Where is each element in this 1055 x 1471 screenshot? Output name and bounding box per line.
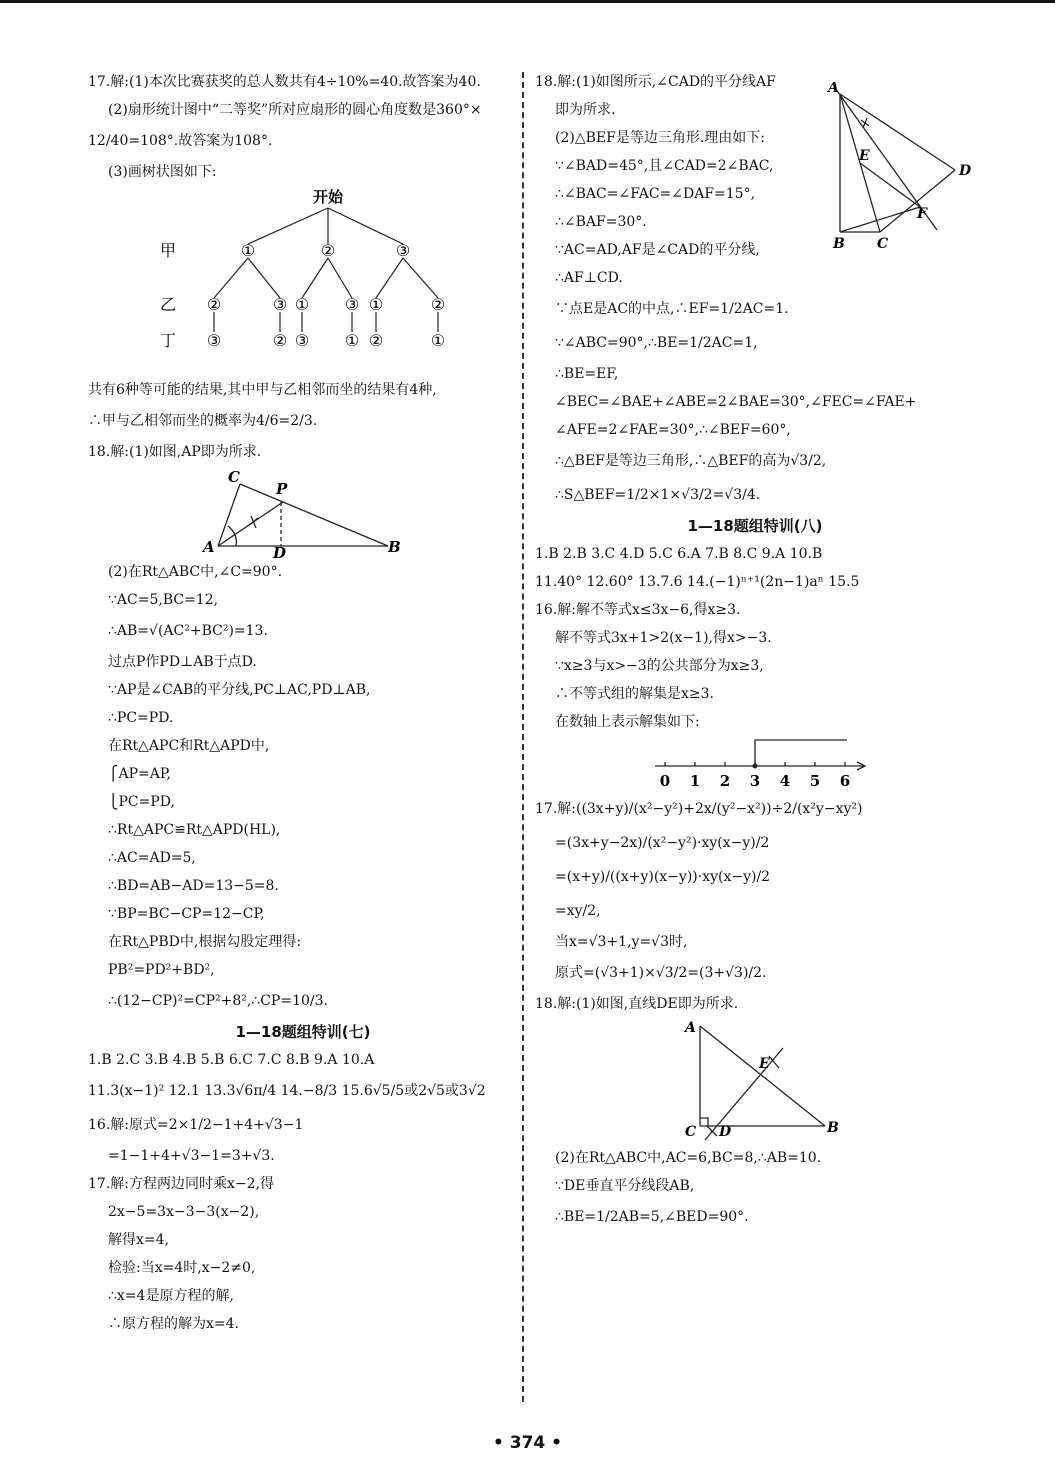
text-line: ∴不等式组的解集是x≥3. <box>555 686 714 702</box>
tree-root: 开始 <box>312 188 344 206</box>
tick-label: 5 <box>809 772 821 790</box>
text-line: 17.解:方程两边同时乘x−2,得 <box>88 1176 274 1192</box>
tree-node: ② <box>430 295 446 314</box>
tree-node: ③ <box>206 331 222 350</box>
tree-node: ② <box>368 331 384 350</box>
text-line: =1−1+4+√3−1=3+√3. <box>108 1148 275 1164</box>
text-line: ∵∠BAD=45°,且∠CAD=2∠BAC, <box>555 158 774 174</box>
text-line: 即为所求. <box>555 102 616 118</box>
text-line: 11.40° 12.60° 13.7.6 14.(−1)ⁿ⁺¹(2n−1)aⁿ 15.5 <box>535 574 860 590</box>
text-line: (2)在Rt△ABC中,∠C=90°. <box>108 564 283 580</box>
text-line: (2)扇形统计图中“二等奖”所对应扇形的圆心角度数是360°× <box>108 102 482 118</box>
text-line: ∵AP是∠CAB的平分线,PC⊥AC,PD⊥AB, <box>108 682 371 698</box>
right-triangle-acb-figure <box>535 1018 985 1144</box>
text-line: 1.B 2.C 3.B 4.B 5.B 6.C 7.C 8.B 9.A 10.A <box>88 1052 375 1068</box>
right-column <box>535 68 985 1234</box>
text-line: ∴x=4是原方程的解, <box>108 1288 234 1304</box>
number-line-figure <box>535 736 985 792</box>
text-line: (3)画树状图如下: <box>108 164 217 180</box>
point-label: A <box>685 1020 696 1036</box>
text-line: 18.解:(1)如图所示,∠CAD的平分线AF <box>535 74 776 90</box>
text-line: ∠AFE=2∠FAE=30°,∴∠BEF=60°, <box>555 422 791 438</box>
point-label: D <box>959 163 972 179</box>
text-line: 16.解:解不等式x≤3x−6,得x≥3. <box>535 602 741 618</box>
text-line: ∴AC=AD=5, <box>108 850 196 866</box>
tick-label: 3 <box>749 772 761 790</box>
tick-label: 0 <box>659 772 671 790</box>
text-line: (2)在Rt△ABC中,AC=6,BC=8,∴AB=10. <box>555 1150 822 1166</box>
text-line: ∴(12−CP)²=CP²+8²,∴CP=10/3. <box>108 993 328 1009</box>
tree-node: ① <box>240 241 256 260</box>
text-line: ∵DE垂直平分线段AB, <box>555 1178 695 1194</box>
text-line: 18.解:(1)如图,直线DE即为所求. <box>535 996 739 1012</box>
text-line: ⎩PC=PD, <box>108 794 175 810</box>
top-rule <box>0 0 1055 3</box>
point-label: A <box>203 538 215 556</box>
text-line: ∴Rt△APC≌Rt△APD(HL), <box>108 822 281 838</box>
text-line: 12/40=108°.故答案为108°. <box>88 133 273 149</box>
text-line: ∴甲与乙相邻而坐的概率为4/6=2/3. <box>88 413 318 429</box>
text-line: 18.解:(1)如图,AP即为所求. <box>88 444 262 460</box>
text-line: 1.B 2.B 3.C 4.D 5.C 6.A 7.B 8.C 9.A 10.B <box>535 546 823 562</box>
page-number: • 374 • <box>492 1433 563 1453</box>
text-line: ∵BP=BC−CP=12−CP, <box>108 906 265 922</box>
point-label: C <box>685 1124 697 1140</box>
section-title: 1—18题组特训(八) <box>687 517 823 535</box>
point-label: C <box>877 236 889 252</box>
tree-node: ③ <box>344 295 360 314</box>
text-line: ∴PC=PD. <box>108 710 174 726</box>
text-line: 17.解:(1)本次比赛获奖的总人数共有4÷10%=40.故答案为40. <box>88 74 481 90</box>
text-line: ∵AC=5,BC=12, <box>108 592 219 608</box>
text-line: ∵AC=AD,AF是∠CAD的平分线, <box>555 242 760 258</box>
tree-node: ② <box>320 241 336 260</box>
text-line: 共有6种等可能的结果,其中甲与乙相邻而坐的结果有4种, <box>88 382 437 398</box>
text-line: 原式=(√3+1)×√3/2=(3+√3)/2. <box>555 965 767 981</box>
text-line: ∵点E是AC的中点,∴EF=1/2AC=1. <box>555 301 789 317</box>
row-label: 乙 <box>159 295 177 314</box>
text-line: 解不等式3x+1>2(x−1),得x>−3. <box>555 630 772 646</box>
text-line: 17.解:((3x+y)/(x²−y²)+2x/(y²−x²))÷2/(x²y−xy²) <box>535 801 863 817</box>
left-column <box>88 68 518 1338</box>
column-divider <box>522 72 524 1402</box>
tick-label: 4 <box>779 772 791 790</box>
row-label: 丁 <box>159 331 177 350</box>
point-label: B <box>833 236 845 252</box>
text-line: ∴原方程的解为x=4. <box>108 1316 239 1332</box>
text-line: ∴BE=1/2AB=5,∠BED=90°. <box>555 1209 749 1225</box>
text-line: ⎧AP=AP, <box>108 766 171 782</box>
text-line: ∴∠BAF=30°. <box>555 214 647 230</box>
tree-node: ② <box>206 295 222 314</box>
text-line: =(3x+y−2x)/(x²−y²)·xy(x−y)/2 <box>555 835 770 851</box>
text-line: 过点P作PD⊥AB于点D. <box>108 654 257 670</box>
text-line: 11.3(x−1)² 12.1 13.3√6π/4 14.−8/3 15.6√5/5或2√5或3√2 <box>88 1083 486 1099</box>
text-line: 解得x=4, <box>108 1232 169 1248</box>
tick-label: 2 <box>719 772 731 790</box>
tree-node: ③ <box>395 241 411 260</box>
point-label: D <box>719 1124 732 1140</box>
point-label: A <box>828 82 839 96</box>
text-line: 2x−5=3x−3−3(x−2), <box>108 1204 260 1220</box>
point-label: E <box>859 148 870 164</box>
text-line: ∴BD=AB−AD=13−5=8. <box>108 878 279 894</box>
tick-label: 6 <box>839 772 851 790</box>
text-line: ∴AB=√(AC²+BC²)=13. <box>108 623 268 639</box>
text-line: ∴∠BAC=∠FAC=∠DAF=15°, <box>555 186 756 202</box>
tree-node: ② <box>272 331 288 350</box>
tree-node: ③ <box>294 331 310 350</box>
point-label: F <box>917 206 927 222</box>
text-line: ∵x≥3与x>−3的公共部分为x≥3, <box>555 658 764 674</box>
text-line: 16.解:原式=2×1/2−1+4+√3−1 <box>88 1117 304 1133</box>
text-line: 检验:当x=4时,x−2≠0, <box>108 1260 256 1276</box>
tree-diagram <box>88 186 518 376</box>
text-line: 在Rt△APC和Rt△APD中, <box>108 738 270 754</box>
triangle-apb-figure <box>88 466 518 558</box>
text-line: 当x=√3+1,y=√3时, <box>555 934 688 950</box>
text-line: ∵∠ABC=90°,∴BE=1/2AC=1, <box>555 335 758 351</box>
tree-node: ① <box>294 295 310 314</box>
text-line: 在数轴上表示解集如下: <box>555 714 700 730</box>
text-line: ∴△BEF是等边三角形,∴△BEF的高为√3/2, <box>555 453 827 469</box>
point-label: B <box>388 538 401 556</box>
text-line: =xy/2, <box>555 903 601 919</box>
text-line: ∴S△BEF=1/2×1×√3/2=√3/4. <box>555 487 761 503</box>
point-label: D <box>273 544 287 558</box>
text-line: (2)△BEF是等边三角形.理由如下: <box>555 130 765 146</box>
section-title: 1—18题组特训(七) <box>235 1023 371 1041</box>
text-line: =(x+y)/((x+y)(x−y))·xy(x−y)/2 <box>555 869 771 885</box>
tree-node: ① <box>344 331 360 350</box>
text-line: ∴BE=EF, <box>555 366 619 382</box>
tree-node: ③ <box>272 295 288 314</box>
text-line: PB²=PD²+BD², <box>108 962 215 978</box>
tick-label: 1 <box>689 772 701 790</box>
tree-node: ① <box>430 331 446 350</box>
tree-node: ① <box>368 295 384 314</box>
point-label: C <box>228 468 240 486</box>
point-label: E <box>759 1056 770 1072</box>
row-label: 甲 <box>159 241 177 260</box>
text-line: ∠BEC=∠BAE+∠ABE=2∠BAE=30°,∠FEC=∠FAE+ <box>555 394 917 410</box>
text-line: 在Rt△PBD中,根据勾股定理得: <box>108 934 302 950</box>
point-label: B <box>827 1120 839 1136</box>
point-label: P <box>276 480 288 498</box>
text-line: ∴AF⊥CD. <box>555 270 623 286</box>
